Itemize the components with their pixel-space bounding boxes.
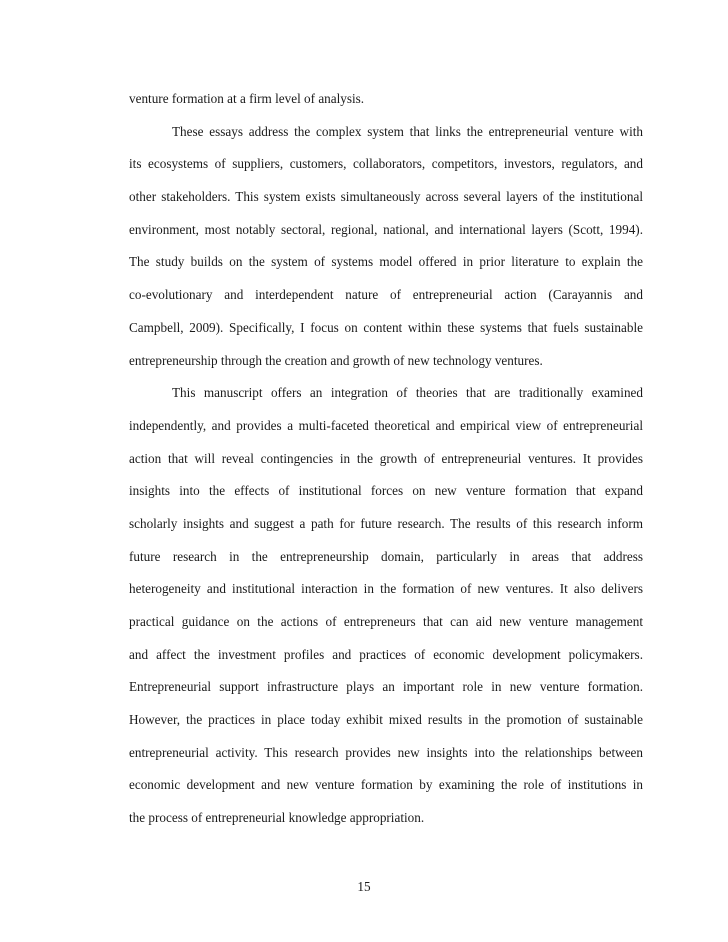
text-line: its ecosystems of suppliers, customers, collaborators, competitors, investors, regulators, and xyxy=(129,156,643,172)
text-line: entrepreneurial activity. This research provides new insights into the relationships between xyxy=(129,744,643,760)
text-line: independently, and provides a multi-faceted theoretical and empirical view of entrepreneurial xyxy=(129,417,643,433)
text-line: Campbell, 2009). Specifically, I focus on content within these systems that fuels sustainable xyxy=(129,319,643,335)
text-line: The study builds on the system of systems model offered in prior literature to explain the xyxy=(129,254,643,270)
text-line: practical guidance on the actions of entrepreneurs that can aid new venture management xyxy=(129,614,643,629)
text-line: scholarly insights and suggest a path for future research. The results of this research inform xyxy=(129,515,643,531)
text-line: co-evolutionary and interdependent nature of entrepreneurial action (Carayannis and xyxy=(129,287,643,303)
text-line: and affect the investment profiles and practices of economic development policymakers. xyxy=(129,646,643,662)
text-line: entrepreneurship through the creation and growth of new technology ventures. xyxy=(129,352,543,368)
text-line: the process of entrepreneurial knowledge appropriation. xyxy=(129,810,425,826)
text-line: venture formation at a firm level of analysis. xyxy=(129,91,365,106)
text-line: action that will reveal contingencies in the growth of entrepreneurial ventures. It provides xyxy=(129,450,643,466)
text-line: environment, most notably sectoral, regional, national, and international layers (Scott, 1994). xyxy=(129,221,643,237)
text-line: This manuscript offers an integration of theories that are traditionally examined xyxy=(172,385,643,401)
body-text xyxy=(129,83,643,835)
text-line: insights into the effects of institutional forces on new venture formation that expand xyxy=(129,483,643,499)
text-line: However, the practices in place today exhibit mixed results in the promotion of sustainable xyxy=(129,712,643,728)
text-line: future research in the entrepreneurship domain, particularly in areas that address xyxy=(129,548,643,564)
text-line: Entrepreneurial support infrastructure plays an important role in new venture formation. xyxy=(129,679,643,695)
page-number: 15 xyxy=(357,879,371,894)
text-line: heterogeneity and institutional interaction in the formation of new ventures. It also delivers xyxy=(129,581,643,597)
text-line: other stakeholders. This system exists simultaneously across several layers of the institutional xyxy=(129,189,643,205)
text-line: These essays address the complex system that links the entrepreneurial venture with xyxy=(172,123,643,139)
text-line: economic development and new venture formation by examining the role of institutions in xyxy=(129,777,643,793)
